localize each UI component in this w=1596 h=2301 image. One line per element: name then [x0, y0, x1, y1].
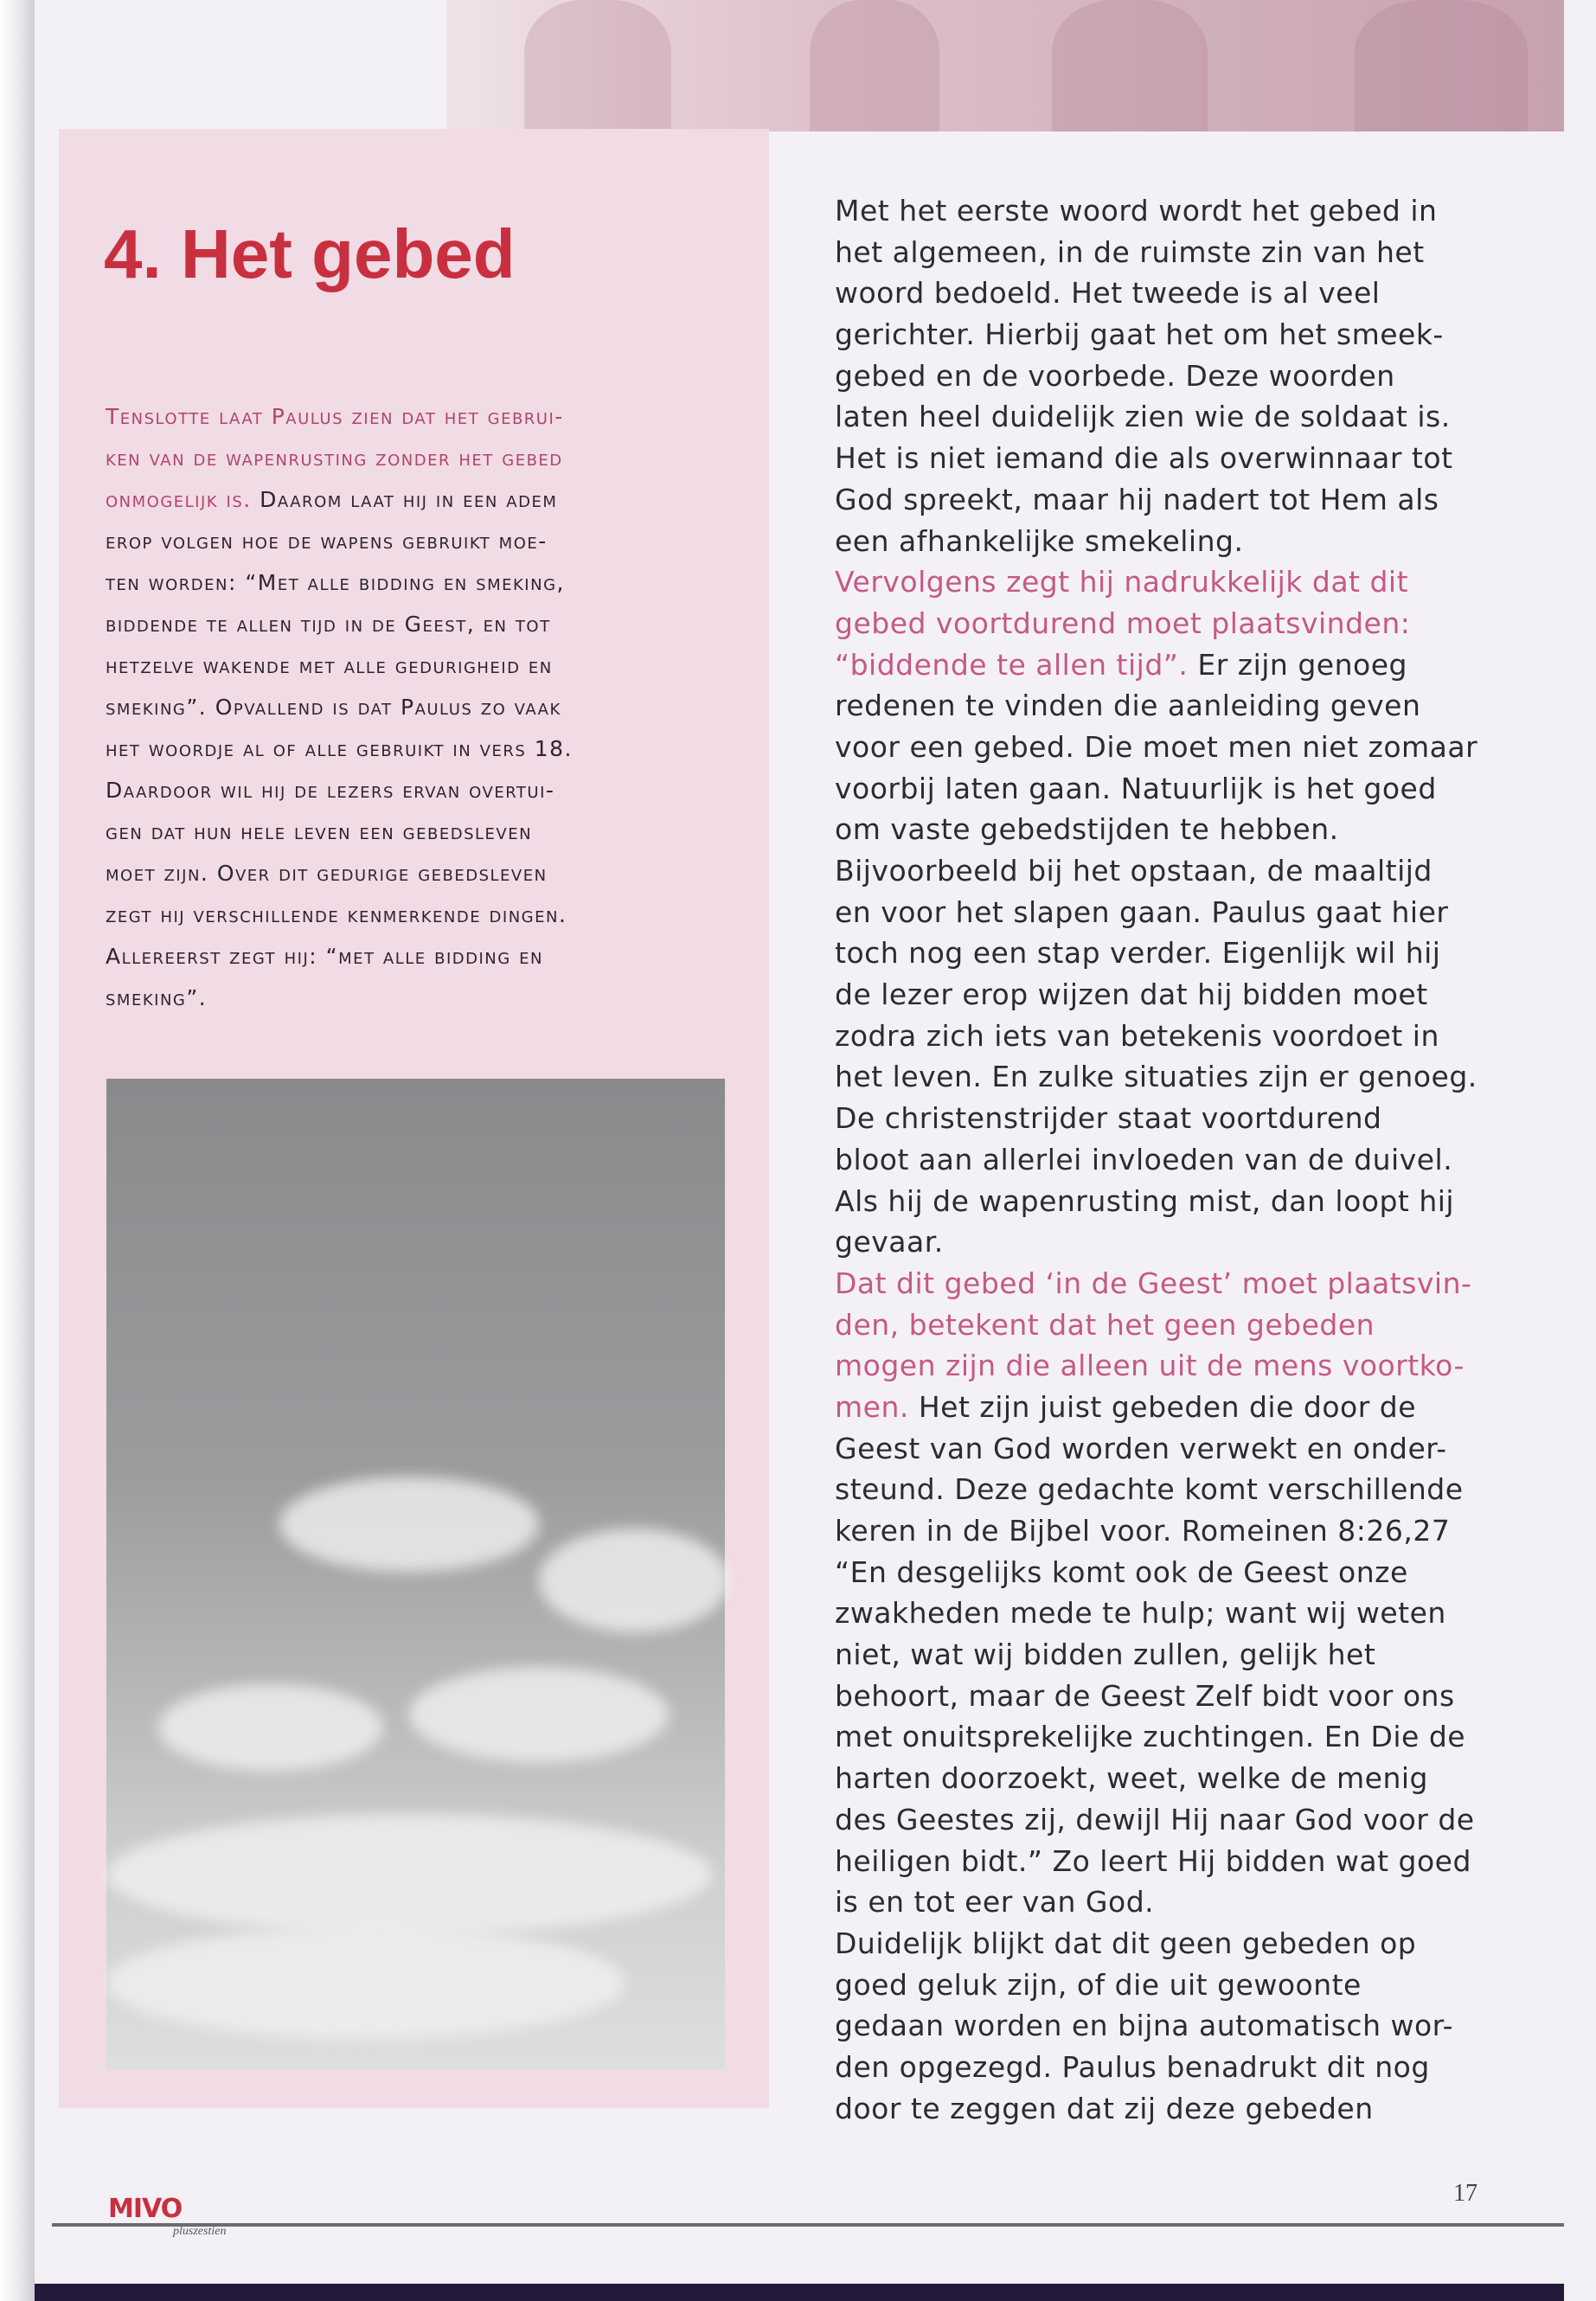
text-line: [835, 1758, 1492, 1799]
text-line: [835, 974, 1492, 1016]
text-line: [835, 1881, 1492, 1923]
text-line: [835, 356, 1492, 397]
text-run: laten heel duidelijk zien wie de soldaat is.: [835, 400, 1451, 434]
text-line: [835, 396, 1492, 438]
text-line: [835, 479, 1492, 521]
text-line: [835, 1965, 1492, 2006]
text-line: [835, 561, 1492, 603]
text-line: [835, 850, 1492, 892]
text-run: des Geestes zij, dewijl Hij naar God voor de: [835, 1802, 1475, 1836]
text-line: [106, 521, 746, 562]
text-run: Bijvoorbeeld bij het opstaan, de maaltijd: [835, 854, 1433, 888]
text-run: erop volgen hoe de wapens gebruikt moe-: [106, 529, 548, 554]
text-run: Het zijn juist gebeden die door de: [908, 1389, 1417, 1424]
text-run: gebed en de voorbede. Deze woorden: [835, 358, 1395, 393]
text-run: en voor het slapen gaan. Paulus gaat hier: [835, 894, 1449, 929]
text-run: De christenstrijder staat voortdurend: [835, 1101, 1382, 1136]
text-line: [835, 1345, 1492, 1387]
footer-rule: [52, 2223, 1564, 2227]
text-run: Daarom laat hij in een adem: [251, 487, 558, 512]
text-run: ken van de wapenrusting zonder het gebed: [106, 445, 563, 471]
text-line: [835, 232, 1492, 273]
text-run: gedaan worden en bijna automatisch wor-: [835, 2009, 1454, 2043]
text-run: gen dat hun hele leven een gebedsleven: [106, 819, 533, 844]
text-line: [106, 728, 746, 770]
text-run: heiligen bidt.” Zo leert Hij bidden wat goed: [835, 1843, 1471, 1878]
text-line: [835, 644, 1492, 686]
text-run: voor een gebed. Die moet men niet zomaar: [835, 729, 1478, 764]
text-line: [835, 1510, 1492, 1552]
text-run: onmogelijk is.: [106, 487, 252, 512]
text-run: Duidelijk blijkt dat dit geen gebeden op: [835, 1926, 1417, 1960]
text-run: Geest van God worden verwekt en onder-: [835, 1431, 1447, 1465]
text-run: gerichter. Hierbij gaat het om het smeek-: [835, 317, 1444, 352]
text-run: de lezer erop wijzen dat hij bidden moet: [835, 977, 1428, 1012]
text-run: mogen zijn die alleen uit de mens voortko-: [835, 1349, 1465, 1383]
text-line: [835, 314, 1492, 356]
intro-text: [106, 396, 746, 1019]
text-line: [835, 1552, 1492, 1593]
text-run: Als hij de wapenrusting mist, dan loopt hij: [835, 1183, 1455, 1218]
text-run: moet zijn. Over dit gedurige gebedsleven: [106, 861, 548, 886]
text-run: gevaar.: [835, 1225, 944, 1259]
text-run: Dat dit gebed ‘in de Geest’ moet plaatsvin-: [835, 1266, 1472, 1300]
text-run: een afhankelijke smekeling.: [835, 523, 1244, 558]
text-line: [835, 1263, 1492, 1304]
page-edge: [0, 0, 35, 2301]
text-run: zwakheden mede te hulp; want wij weten: [835, 1596, 1446, 1631]
text-line: [835, 2005, 1492, 2047]
text-run: God spreekt, maar hij nadert tot Hem als: [835, 482, 1439, 516]
text-line: [835, 1056, 1492, 1098]
text-run: Met het eerste woord wordt het gebed in: [835, 194, 1438, 228]
text-run: niet, wat wij bidden zullen, gelijk het: [835, 1638, 1376, 1672]
text-line: [106, 894, 746, 936]
text-run: ten worden: “Met alle bidding en smeking,: [106, 570, 565, 595]
text-line: [835, 521, 1492, 562]
text-line: [835, 1139, 1492, 1181]
text-run: woord bedoeld. Het tweede is al veel: [835, 276, 1381, 311]
text-line: [835, 1387, 1492, 1428]
text-line: [835, 1428, 1492, 1470]
text-line: [835, 272, 1492, 314]
clouds-photo: [106, 1079, 725, 2069]
text-run: keren in de Bijbel voor. Romeinen 8:26,27: [835, 1514, 1451, 1548]
text-run: het algemeen, in de ruimste zin van het: [835, 234, 1425, 269]
text-line: [106, 936, 746, 977]
text-line: [106, 811, 746, 853]
text-line: [835, 1181, 1492, 1222]
text-line: [835, 438, 1492, 479]
page-number: 17: [1453, 2180, 1477, 2207]
text-run: het leven. En zulke situaties zijn er genoeg.: [835, 1060, 1477, 1094]
text-line: [835, 1221, 1492, 1263]
text-line: [835, 603, 1492, 644]
text-run: behoort, maar de Geest Zelf bidt voor ons: [835, 1678, 1455, 1713]
text-line: [106, 479, 746, 521]
text-line: [835, 1716, 1492, 1758]
mivo-logo: MIVO: [108, 2194, 183, 2224]
text-line: [835, 190, 1492, 232]
text-run: hetzelve wakende met alle gedurigheid en: [106, 653, 553, 678]
text-run: Vervolgens zegt hij nadrukkelijk dat dit: [835, 565, 1409, 599]
text-line: [835, 1799, 1492, 1841]
text-run: Het is niet iemand die als overwinnaar tot: [835, 441, 1453, 476]
text-line: [835, 1923, 1492, 1965]
text-run: smeking”. Opvallend is dat Paulus zo vaak: [106, 695, 561, 720]
text-run: Allereerst zegt hij: “met alle bidding en: [106, 944, 544, 969]
text-run: smeking”.: [106, 985, 208, 1010]
text-run: steund. Deze gedachte komt verschillende: [835, 1472, 1464, 1507]
text-run: met onuitsprekelijke zuchtingen. En Die de: [835, 1720, 1466, 1754]
text-run: om vaste gebedstijden te hebben.: [835, 812, 1339, 847]
text-run: voorbij laten gaan. Natuurlijk is het goed: [835, 771, 1437, 805]
text-run: “En desgelijks komt ook de Geest onze: [835, 1554, 1408, 1589]
text-line: [835, 933, 1492, 974]
page-title: 4. Het gebed: [104, 215, 516, 292]
text-line: [835, 1841, 1492, 1882]
text-line: [835, 768, 1492, 810]
text-line: [106, 562, 746, 604]
text-run: Tenslotte laat Paulus zien dat het gebrui-: [106, 404, 564, 429]
text-run: den opgezegd. Paulus benadrukt dit nog: [835, 2049, 1430, 2084]
text-line: [835, 892, 1492, 933]
logo-subtitle: pluszestien: [173, 2225, 227, 2238]
text-run: zodra zich iets van betekenis voordoet in: [835, 1018, 1439, 1053]
text-line: [106, 645, 746, 687]
text-run: bloot aan allerlei invloeden van de duivel.: [835, 1142, 1453, 1176]
text-line: [106, 977, 746, 1019]
header-photo-strip: [446, 0, 1564, 131]
text-run: biddende te allen tijd in de Geest, en tot: [106, 612, 551, 637]
text-run: Er zijn genoeg: [1188, 647, 1407, 682]
text-run: het woordje al of alle gebruikt in vers 18.: [106, 736, 573, 761]
text-line: [106, 396, 746, 438]
text-line: [835, 2088, 1492, 2130]
text-run: Daardoor wil hij de lezers ervan overtui-: [106, 778, 555, 803]
text-run: zegt hij verschillende kenmerkende dingen.: [106, 902, 567, 927]
text-line: [106, 604, 746, 645]
body-text: [835, 190, 1492, 2129]
text-line: [835, 1634, 1492, 1676]
text-line: [835, 1304, 1492, 1346]
text-run: redenen te vinden die aanleiding geven: [835, 689, 1421, 723]
text-run: gebed voortdurend moet plaatsvinden:: [835, 606, 1411, 640]
text-run: goed geluk zijn, of die uit gewoonte: [835, 1967, 1362, 2002]
text-run: is en tot eer van God.: [835, 1885, 1155, 1920]
text-line: [835, 685, 1492, 727]
text-line: [106, 438, 746, 479]
text-run: den, betekent dat het geen gebeden: [835, 1307, 1375, 1342]
text-line: [835, 1593, 1492, 1634]
text-line: [835, 1469, 1492, 1510]
text-run: toch nog een stap verder. Eigenlijk wil hij: [835, 936, 1441, 971]
text-line: [835, 727, 1492, 768]
text-run: door te zeggen dat zij deze gebeden: [835, 2091, 1374, 2125]
text-line: [835, 809, 1492, 850]
text-run: harten doorzoekt, weet, welke de menig: [835, 1761, 1429, 1796]
text-line: [106, 853, 746, 894]
text-line: [835, 1676, 1492, 1717]
text-line: [835, 1098, 1492, 1139]
bottom-band: [35, 2284, 1564, 2301]
text-run: men.: [835, 1389, 909, 1424]
text-line: [835, 1016, 1492, 1057]
text-line: [106, 687, 746, 728]
text-run: “biddende te allen tijd”.: [835, 647, 1189, 682]
text-line: [106, 770, 746, 811]
text-line: [835, 2047, 1492, 2088]
